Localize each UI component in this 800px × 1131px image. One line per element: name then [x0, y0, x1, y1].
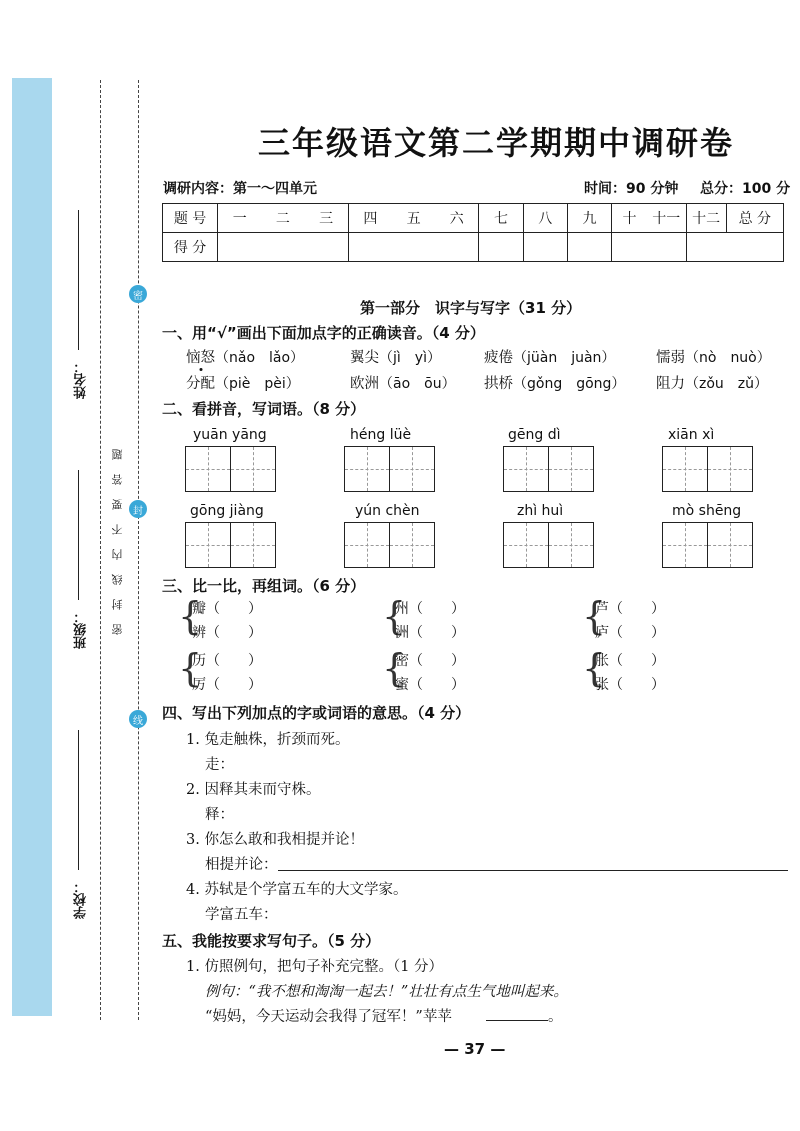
grid-cell[interactable] — [185, 446, 231, 492]
score-input[interactable] — [612, 233, 687, 262]
part1-title: 第一部分 识字与写字（31 分） — [360, 299, 582, 317]
q1-word: 懦弱 — [656, 350, 685, 366]
q4-prompt: 相提并论： — [205, 857, 278, 873]
q3-word[interactable]: 辨（ ） — [192, 625, 262, 641]
grid-cell[interactable] — [548, 446, 594, 492]
school-field[interactable] — [78, 730, 79, 870]
school-label: 学校： — [74, 880, 89, 919]
q5-sub1: 1. 仿照例句，把句子补充完整。（1 分） — [186, 959, 444, 975]
total-score: 总分：100 分 — [700, 181, 791, 197]
q2-pinyin: héng lüè — [350, 427, 412, 443]
q3-word[interactable]: 蜜（ ） — [395, 677, 465, 693]
q2-pinyin: gōng jiàng — [190, 503, 264, 519]
grid-cell[interactable] — [707, 446, 753, 492]
q5-fill-sentence: “妈妈，今天运动会我得了冠军！”苹苹 — [205, 1009, 452, 1025]
q1-word: 拱桥 — [484, 376, 513, 392]
q2-pinyin: yún chèn — [355, 503, 420, 519]
score-input[interactable] — [567, 233, 611, 262]
grid-cell[interactable] — [662, 446, 708, 492]
score-table-score-row — [163, 233, 784, 262]
score-cell: 三 — [305, 204, 349, 233]
name-field[interactable] — [78, 210, 79, 350]
answer-line[interactable] — [278, 870, 788, 871]
q3-word[interactable]: 庐（ ） — [595, 625, 665, 641]
grid-cell[interactable] — [230, 446, 276, 492]
q4-sentence: 4. 苏轼是个学富五车的大文学家。 — [186, 882, 408, 898]
grid-cell[interactable] — [548, 522, 594, 568]
score-cell: 总 分 — [726, 204, 783, 233]
writing-grid[interactable] — [345, 446, 435, 492]
q4-sentence: 1. 兔走触株，折颈而死。 — [186, 732, 350, 748]
q3-word[interactable]: 厉（ ） — [192, 677, 262, 693]
seal-circle-xian: 线 — [129, 710, 147, 728]
q5-title: 五、我能按要求写句子。（5 分） — [162, 932, 381, 950]
q3-word[interactable]: 州（ ） — [395, 601, 465, 617]
grid-cell[interactable] — [344, 522, 390, 568]
score-input[interactable] — [523, 233, 567, 262]
grid-cell[interactable] — [707, 522, 753, 568]
q3-pair — [595, 649, 665, 697]
grid-cell[interactable] — [344, 446, 390, 492]
q1-options[interactable]: （nò nuò） — [685, 350, 771, 366]
writing-grid[interactable] — [504, 446, 594, 492]
grid-cell[interactable] — [230, 522, 276, 568]
q1-item — [656, 346, 771, 367]
q3-pair — [395, 649, 465, 697]
q1-word: 阻力 — [656, 376, 685, 392]
q5-fill-end: 。 — [548, 1009, 563, 1025]
q3-word[interactable]: 洲（ ） — [395, 625, 465, 641]
q3-pair — [595, 597, 665, 645]
q2-pinyin: yuān yāng — [193, 427, 267, 443]
binding-dash-line-outer — [100, 80, 101, 1020]
score-cell: 六 — [435, 204, 479, 233]
binding-strip — [12, 78, 52, 1016]
grid-cell[interactable] — [503, 522, 549, 568]
q3-word[interactable]: 瓣（ ） — [192, 601, 262, 617]
q3-pair — [192, 649, 262, 697]
seal-warning-text: 密封线内不要答题 — [111, 435, 124, 635]
brace-icon: { — [582, 646, 607, 690]
q1-word: 疲倦 — [484, 350, 513, 366]
writing-grid[interactable] — [345, 522, 435, 568]
q1-word: 恼怒 — [186, 350, 215, 366]
grid-cell[interactable] — [389, 446, 435, 492]
q4-prompt: 学富五车： — [205, 907, 278, 923]
score-cell: 题 号 — [163, 204, 218, 233]
q3-word[interactable]: 张（ ） — [595, 677, 665, 693]
score-input[interactable] — [348, 233, 479, 262]
exam-title: 三年级语文第二学期期中调研卷 — [258, 124, 735, 162]
q1-options[interactable]: （jì yì） — [379, 350, 441, 366]
score-table — [162, 203, 784, 262]
q1-item — [186, 346, 304, 367]
q1-item — [186, 372, 300, 393]
score-row-label: 得 分 — [163, 233, 218, 262]
q5-example: 例句：“我不想和淘淘一起去！”壮壮有点生气地叫起来。 — [205, 984, 568, 1000]
page-number: — 37 — — [444, 1040, 506, 1058]
grid-cell[interactable] — [389, 522, 435, 568]
score-cell: 二 — [261, 204, 304, 233]
q1-options[interactable]: （zǒu zǔ） — [685, 376, 769, 392]
writing-grid[interactable] — [663, 522, 753, 568]
class-label: 班级： — [74, 610, 89, 649]
binding-dash-line-inner — [138, 80, 139, 1020]
score-cell: 十 — [612, 204, 647, 233]
seal-circle-mi: 密 — [129, 285, 147, 303]
seal-circle-feng: 封 — [129, 500, 147, 518]
q1-item — [656, 372, 768, 393]
q1-title: 一、用“√”画出下面加点字的正确读音。（4 分） — [162, 324, 485, 342]
q3-word[interactable]: 历（ ） — [192, 653, 262, 669]
score-cell: 七 — [479, 204, 523, 233]
q1-item — [350, 372, 456, 393]
score-input[interactable] — [479, 233, 523, 262]
q1-options[interactable]: （āo ōu） — [379, 376, 456, 392]
name-label: 姓名： — [74, 360, 89, 399]
q1-options[interactable]: （piè pèi） — [215, 376, 300, 392]
q1-options[interactable]: （nǎo lǎo） — [215, 350, 305, 366]
q1-item — [484, 346, 615, 367]
brace-icon: { — [382, 646, 407, 690]
time-limit: 时间：90 分钟 — [584, 181, 679, 197]
q2-pinyin: gēng dì — [508, 427, 561, 443]
class-field[interactable] — [78, 470, 79, 600]
grid-cell[interactable] — [185, 522, 231, 568]
content-scope: 调研内容：第一～四单元 — [163, 181, 317, 197]
score-cell: 八 — [523, 204, 567, 233]
q2-title: 二、看拼音，写词语。（8 分） — [162, 400, 366, 418]
q4-prompt: 走： — [205, 757, 234, 773]
q2-pinyin: zhì huì — [517, 503, 564, 519]
q2-pinyin: mò shēng — [672, 503, 742, 519]
q1-options[interactable]: （jüàn juàn） — [513, 350, 616, 366]
q1-word: 翼尖 — [350, 350, 379, 366]
grid-cell[interactable] — [503, 446, 549, 492]
brace-icon: { — [178, 594, 203, 638]
writing-grid[interactable] — [663, 446, 753, 492]
score-input[interactable] — [218, 233, 349, 262]
q4-title: 四、写出下列加点的字或词语的意思。（4 分） — [162, 704, 471, 722]
q4-sentence: 3. 你怎么敢和我相提并论！ — [186, 832, 364, 848]
q4-prompt: 释： — [205, 807, 234, 823]
q1-item — [484, 372, 625, 393]
brace-icon: { — [178, 646, 203, 690]
brace-icon: { — [582, 594, 607, 638]
q3-pair — [395, 597, 465, 645]
score-cell: 一 — [218, 204, 262, 233]
answer-line[interactable] — [486, 1020, 548, 1021]
writing-grid[interactable] — [186, 522, 276, 568]
score-cell: 五 — [392, 204, 435, 233]
q3-word[interactable]: 芦（ ） — [595, 601, 665, 617]
score-table-header-row — [163, 204, 784, 233]
q3-title: 三、比一比，再组词。（6 分） — [162, 577, 366, 595]
score-cell: 九 — [567, 204, 611, 233]
q1-item — [350, 346, 441, 367]
q3-word[interactable]: 胀（ ） — [595, 653, 665, 669]
writing-grid[interactable] — [186, 446, 276, 492]
q2-pinyin: xiān xì — [668, 427, 715, 443]
grid-cell[interactable] — [662, 522, 708, 568]
score-cell: 十二 — [686, 204, 726, 233]
q3-pair — [192, 597, 262, 645]
q1-word: 分配 — [186, 376, 215, 392]
q1-options[interactable]: （gǒng gōng） — [513, 376, 626, 392]
score-cell: 十一 — [647, 204, 686, 233]
brace-icon: { — [382, 594, 407, 638]
q1-word: 欧洲 — [350, 376, 379, 392]
q3-word[interactable]: 密（ ） — [395, 653, 465, 669]
score-cell: 四 — [348, 204, 392, 233]
q4-sentence: 2. 因释其耒而守株。 — [186, 782, 321, 798]
writing-grid[interactable] — [504, 522, 594, 568]
score-input[interactable] — [686, 233, 783, 262]
